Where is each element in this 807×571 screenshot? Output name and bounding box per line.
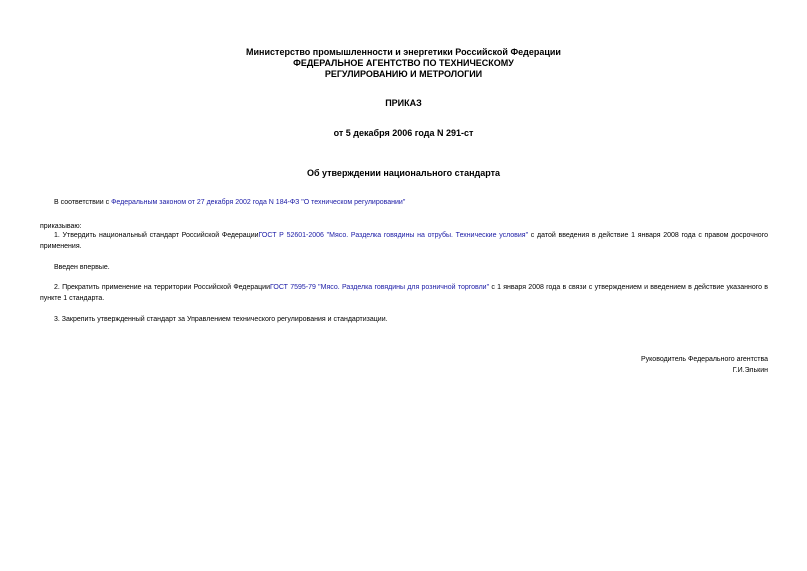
item-3-paragraph: 3. Закрепить утвержденный стандарт за Управлением технического регулирования и стандартизации. (54, 316, 388, 323)
item-1-suffix: с датой введения в действие 1 января 2008 года с правом досрочного применения. (40, 232, 768, 250)
signatory-position: Руководитель Федерального агентства (640, 356, 768, 363)
agency-name-line1: ФЕДЕРАЛЬНОЕ АГЕНТСТВО ПО ТЕХНИЧЕСКОМУ (293, 58, 514, 68)
signatory-name: Г.И.Элькин (732, 367, 768, 374)
ministry-name: Министерство промышленности и энергетики Российской Федерации (246, 47, 561, 57)
item-1-prefix: 1. Утвердить национальный стандарт Российской Федерации (54, 232, 259, 239)
item-2-prefix: 2. Прекратить применение на территории Российской Федерации (54, 284, 270, 291)
agency-name-line2: РЕГУЛИРОВАНИЮ И МЕТРОЛОГИИ (324, 69, 483, 79)
order-title: ПРИКАЗ (385, 98, 422, 108)
gost-r-52601-link[interactable]: ГОСТ Р 52601-2006 "Мясо. Разделка говядины на отрубы. Технические условия" (258, 232, 529, 239)
federal-law-link[interactable]: Федеральным законом от 27 декабря 2002 года N 184-ФЗ "О техническом регулировании" (111, 199, 406, 206)
first-time-note: Введен впервые. (54, 264, 110, 271)
basis-prefix: В соответствии с (54, 199, 112, 206)
order-word: приказываю: (40, 223, 82, 230)
item-2-suffix: с 1 января 2008 года в связи с утверждением и введением в действие указанного в пункте 1 стандарта. (40, 284, 768, 302)
order-subject: Об утверждении национального стандарта (306, 168, 501, 178)
order-date: от 5 декабря 2006 года N 291-ст (333, 128, 474, 138)
item-2-paragraph (40, 282, 768, 304)
gost-7595-link[interactable]: ГОСТ 7595-79 "Мясо. Разделка говядины для розничной торговли" (270, 284, 490, 291)
item-1-paragraph (40, 230, 768, 252)
basis-paragraph (40, 197, 768, 208)
